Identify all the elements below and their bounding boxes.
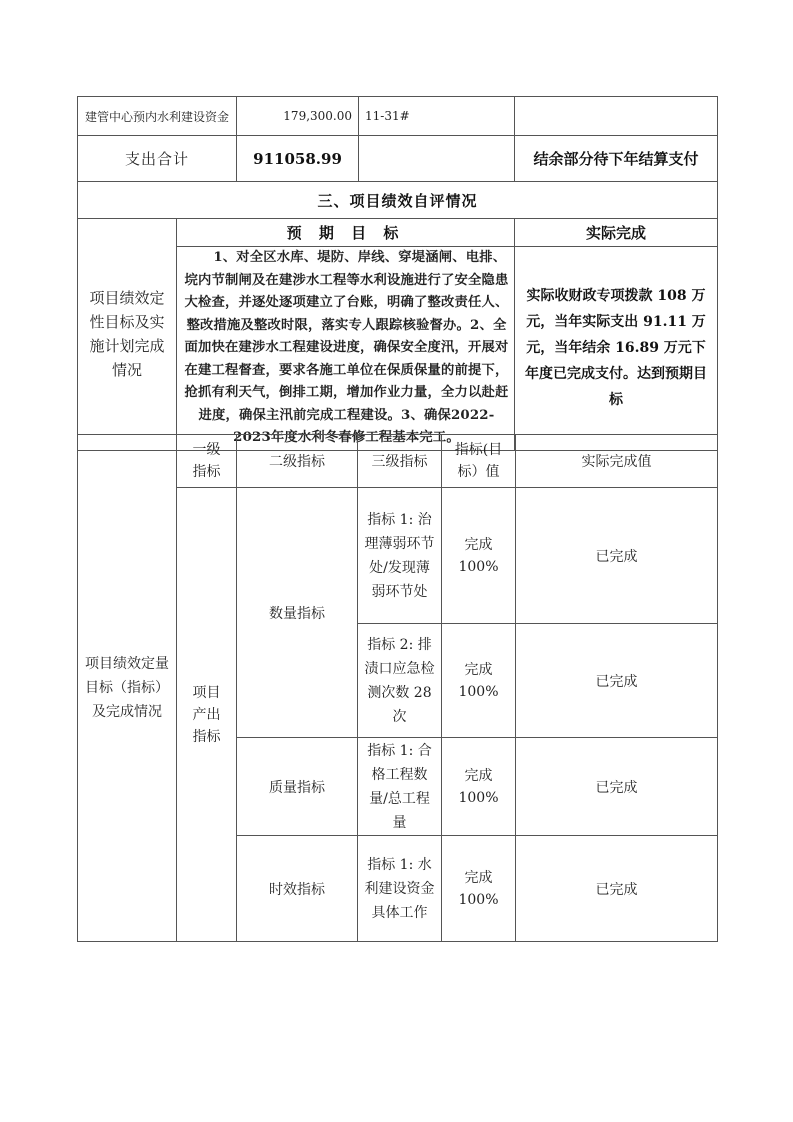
total-voucher: [359, 136, 515, 182]
quantitative-label: 项目绩效定量目标（指标）及完成情况: [78, 435, 177, 942]
actual-value: 已完成: [516, 738, 718, 836]
actual-header: 实际完成: [515, 219, 718, 247]
actual-value: 已完成: [516, 836, 718, 942]
total-note: 结余部分待下年结算支付: [515, 136, 718, 182]
header-level1: 一级指标: [177, 435, 237, 488]
qualitative-actual: 实际收财政专项拨款 108 万元，当年实际支出 91.11 万元，当年结余 16.89 万元下年度已完成支付。达到预期目标: [515, 247, 718, 451]
level2-value: 时效指标: [237, 836, 358, 942]
target-value: 完成100%: [442, 624, 516, 738]
total-row: [78, 136, 718, 182]
level3-value: 指标 2: 排渍口应急检测次数 28 次: [358, 624, 442, 738]
header-level3: 三级指标: [358, 435, 442, 488]
expense-note: [515, 97, 718, 136]
target-value: 完成100%: [442, 836, 516, 942]
target-value: 完成100%: [442, 488, 516, 624]
level3-value: 指标 1: 治理薄弱环节处/发现薄弱环节处: [358, 488, 442, 624]
total-amount: 911058.99: [237, 136, 359, 182]
budget-table: [77, 96, 718, 451]
level3-value: 指标 1: 水利建设资金具体工作: [358, 836, 442, 942]
indicator-table: [77, 434, 718, 942]
qualitative-expected: 1、对全区水库、堤防、岸线、穿堤涵闸、电排、垸内节制闸及在建涉水工程等水利设施进行了安全隐患大检查，并逐处逐项建立了台账，明确了整改责任人、整改措施及整改时限，落实专人跟踪核验督办。2、全面加快在建涉水工程建设进度，确保安全度汛，开展对在建工程督查，要求各施工单位在保质保量的前提下，抢抓有利天气，倒排工期，增加作业力量，全力以赴赶进度，确保主汛前完成工程建设。3、确保2022-2023年度水利冬春修工程基本完工。: [177, 247, 515, 451]
expense-item: 建管中心预内水利建设资金: [78, 97, 237, 136]
expected-header: 预 期 目 标: [177, 219, 515, 247]
indicator-header-row: [78, 435, 718, 488]
section-title: 三、项目绩效自评情况: [78, 182, 718, 219]
actual-value: 已完成: [516, 488, 718, 624]
expense-amount: 179,300.00: [237, 97, 359, 136]
level2-value: 数量指标: [237, 488, 358, 738]
expense-voucher: 11-31#: [359, 97, 515, 136]
header-target: 指标(目标）值: [442, 435, 516, 488]
qualitative-label: 项目绩效定性目标及实施计划完成情况: [78, 219, 177, 451]
target-value: 完成100%: [442, 738, 516, 836]
level3-value: 指标 1: 合格工程数量/总工程量: [358, 738, 442, 836]
actual-value: 已完成: [516, 624, 718, 738]
total-label: 支出合计: [78, 136, 237, 182]
expense-row: [78, 97, 718, 136]
level1-value: 项目产出指标: [177, 488, 237, 942]
header-level2: 二级指标: [237, 435, 358, 488]
level2-value: 质量指标: [237, 738, 358, 836]
header-actual: 实际完成值: [516, 435, 718, 488]
